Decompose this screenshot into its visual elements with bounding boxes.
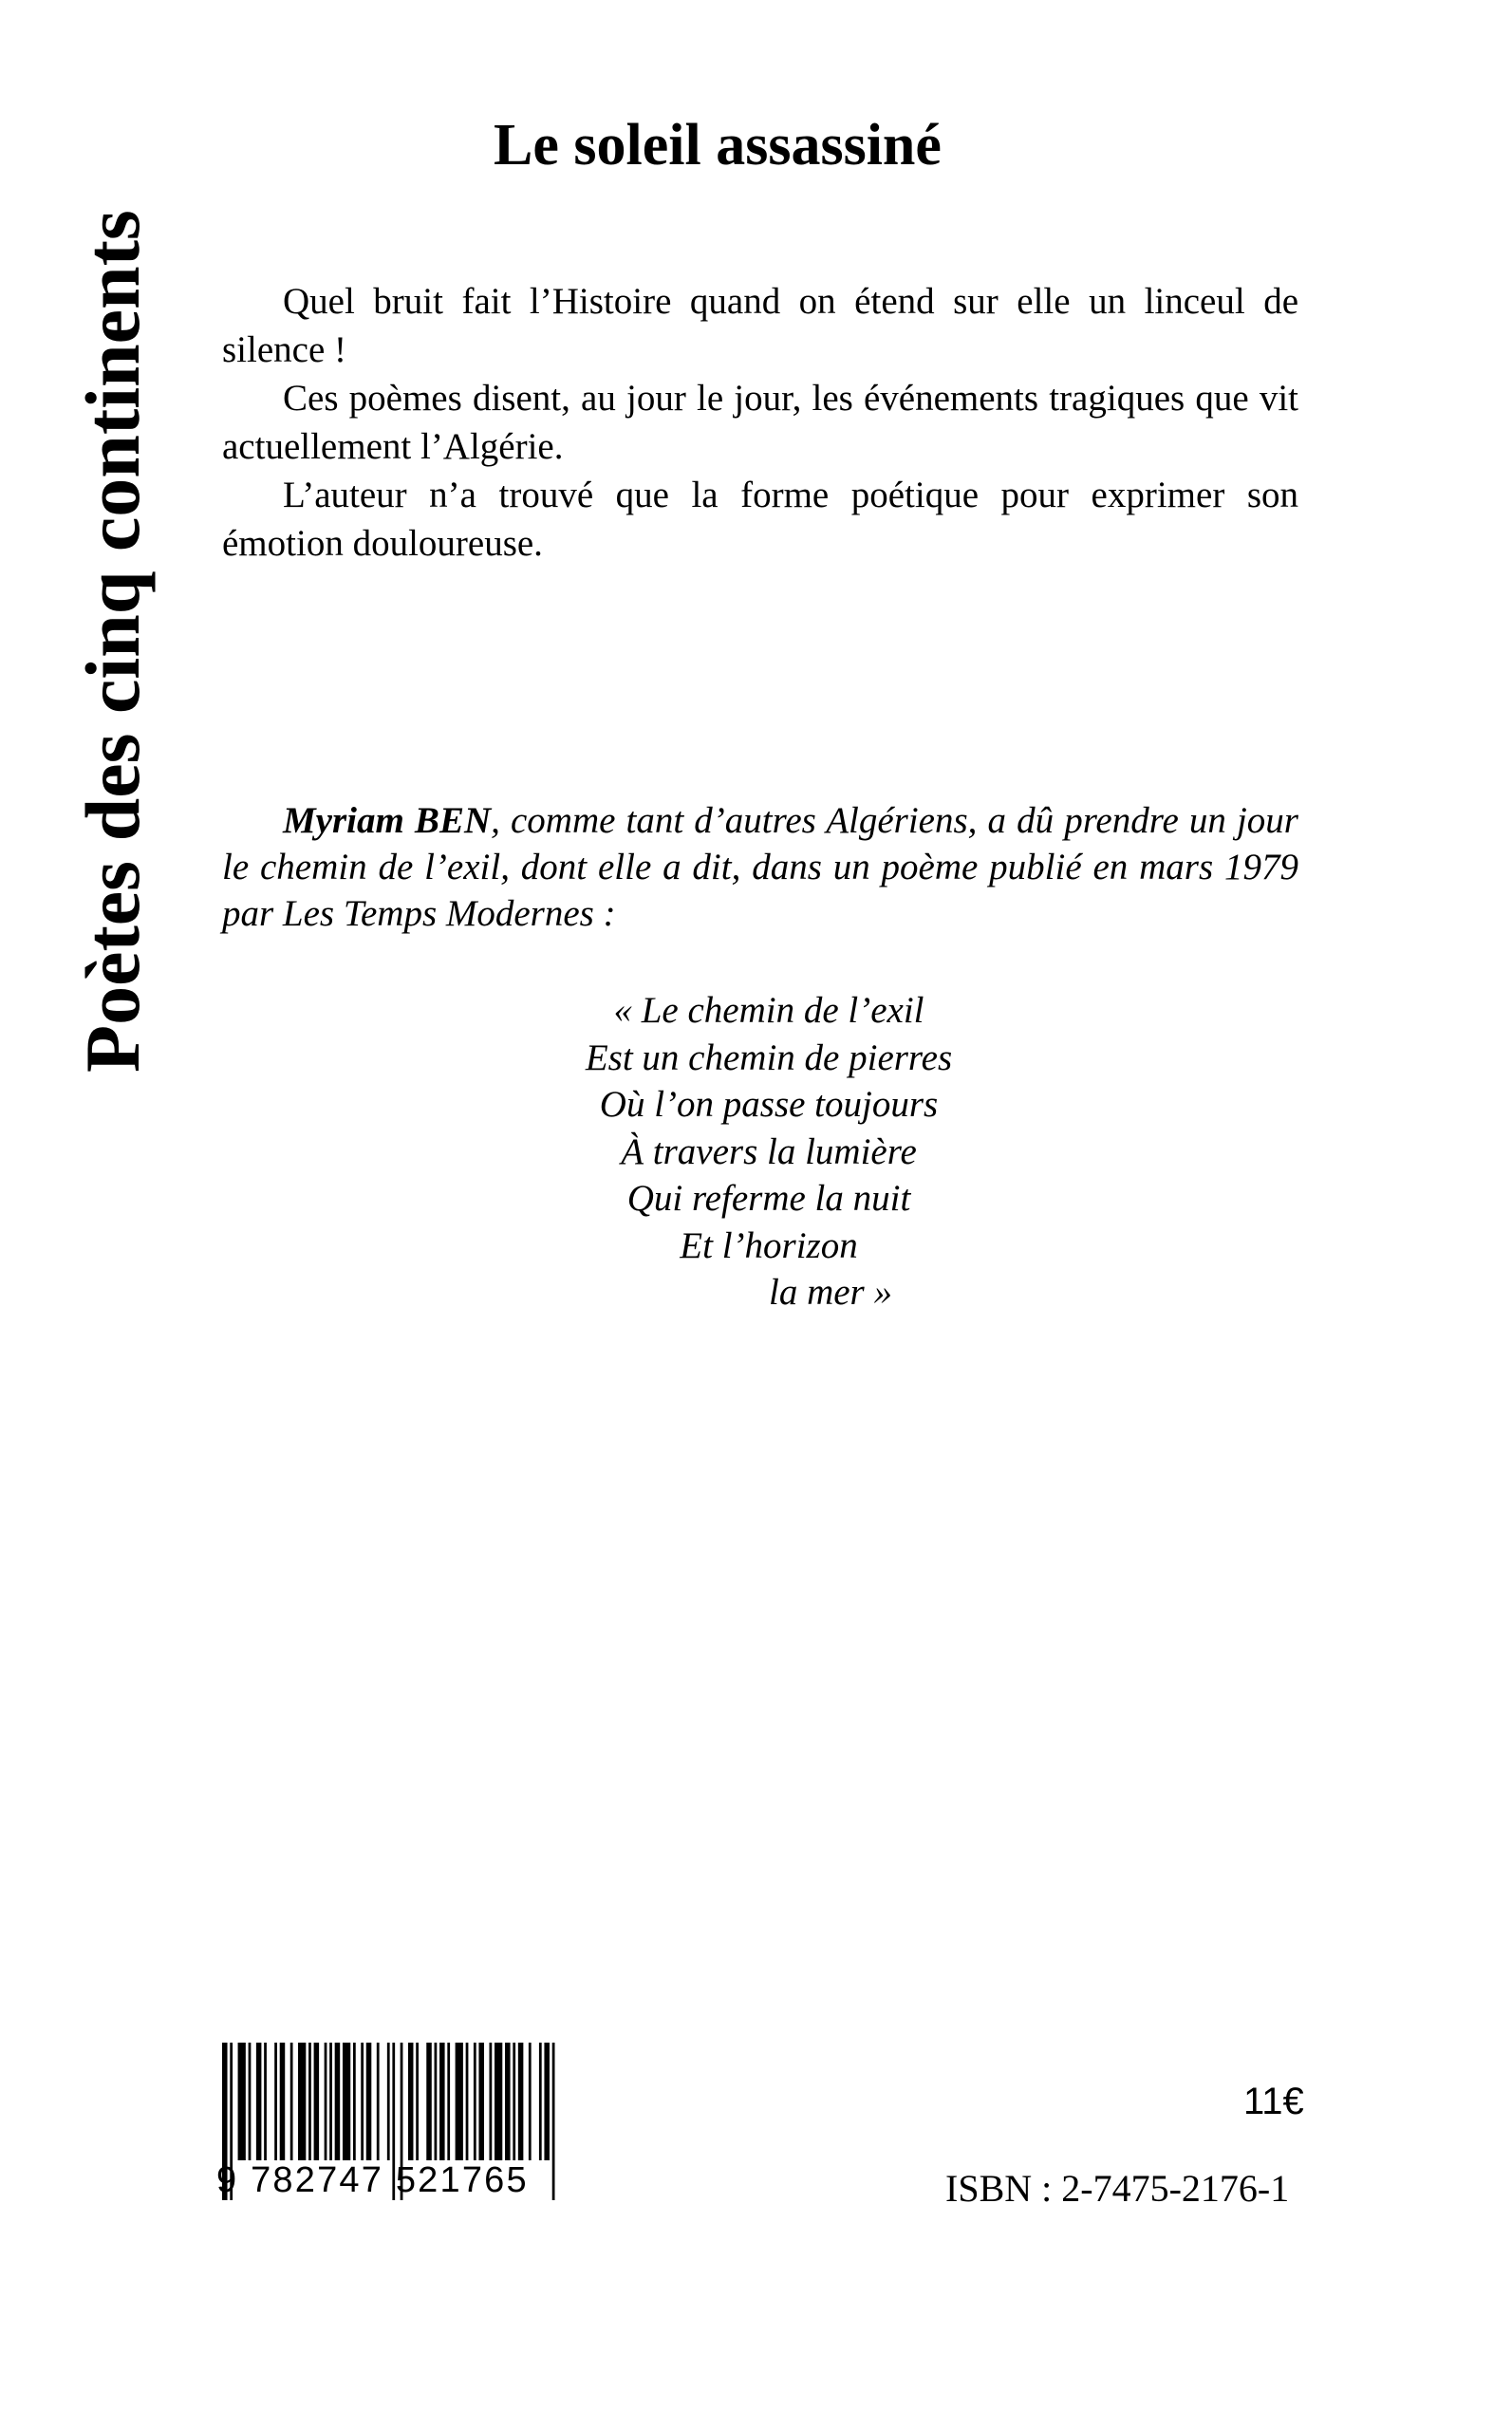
barcode-bar: [456, 2043, 463, 2160]
poem-line: Qui referme la nuit: [626, 1178, 911, 1219]
barcode-bar: [343, 2043, 350, 2160]
poem-last-line: la mer »: [769, 1272, 892, 1313]
barcode-bar: [314, 2043, 320, 2160]
barcode-bar: [518, 2043, 524, 2160]
barcode-bar: [387, 2043, 390, 2160]
author-name: Myriam BEN: [283, 800, 492, 841]
barcode-bar: [439, 2043, 445, 2160]
poem-line: Est un chemin de pierres: [585, 1036, 953, 1078]
series-spine-title: Poètes des cinq continents: [69, 210, 156, 1073]
barcode-bar: [466, 2043, 469, 2160]
barcode-bar: [377, 2043, 380, 2160]
blurb: [222, 277, 1298, 568]
barcode-bar: [426, 2043, 432, 2160]
barcode-bar: [256, 2043, 262, 2160]
barcode-bar: [329, 2043, 332, 2160]
barcode-bar: [353, 2043, 356, 2160]
barcode-bar: [529, 2043, 532, 2160]
barcode-bar: [478, 2043, 484, 2160]
barcode-bar: [274, 2043, 277, 2160]
barcode-bar: [513, 2043, 515, 2160]
barcode-bar: [264, 2043, 267, 2160]
isbn: ISBN : 2-7475-2176-1: [945, 2167, 1290, 2210]
barcode-bar: [335, 2043, 341, 2160]
barcode-bar: [366, 2043, 372, 2160]
barcode-bar: [539, 2043, 542, 2160]
barcode-bar: [408, 2043, 414, 2160]
book-title: Le soleil assassiné: [494, 113, 942, 177]
barcode-bar: [280, 2043, 286, 2160]
barcode-bar: [505, 2043, 511, 2160]
barcode-bar: [290, 2043, 293, 2160]
barcode-bar: [298, 2043, 306, 2160]
author-bio-text: , comme tant d’autres Algériens, a dû prendre un jour le chemin de l’exil, dont elle a dit, dans un poème publié en mars 1979 par Les Temps Modernes :: [222, 800, 1298, 934]
price: 11€: [1243, 2081, 1304, 2122]
barcode-bar: [238, 2043, 246, 2160]
blurb-paragraph: L’auteur n’a trouvé que la forme poétique pour exprimer son émotion douloureuse.: [222, 475, 1298, 564]
barcode-bar: [495, 2043, 502, 2160]
barcode-bar: [474, 2043, 476, 2160]
poem-line: Où l’on passe toujours: [599, 1084, 939, 1125]
barcode-bar: [544, 2043, 550, 2160]
barcode-bar: [249, 2043, 252, 2160]
barcode-bar: [416, 2043, 419, 2160]
poem-quote: [475, 987, 1063, 1317]
barcode-bar: [361, 2043, 364, 2160]
blurb-paragraph: Quel bruit fait l’Histoire quand on étend sur elle un linceul de silence !: [222, 281, 1298, 370]
barcode-bar: [447, 2043, 450, 2160]
poem-line: Et l’horizon: [680, 1224, 858, 1266]
poem-line: À travers la lumière: [621, 1130, 917, 1172]
barcode-bar: [308, 2043, 311, 2160]
barcode-bar: [489, 2043, 492, 2160]
blurb-paragraph: Ces poèmes disent, au jour le jour, les événements tragiques que vit actuellement l’Algérie.: [222, 378, 1298, 467]
poem-line: « Le chemin de l’exil: [613, 990, 924, 1031]
author-bio: [222, 797, 1298, 937]
barcode-bar: [435, 2043, 438, 2160]
barcode-bar: [325, 2043, 327, 2160]
barcode-digits: 9 782747 521765: [216, 2160, 529, 2200]
